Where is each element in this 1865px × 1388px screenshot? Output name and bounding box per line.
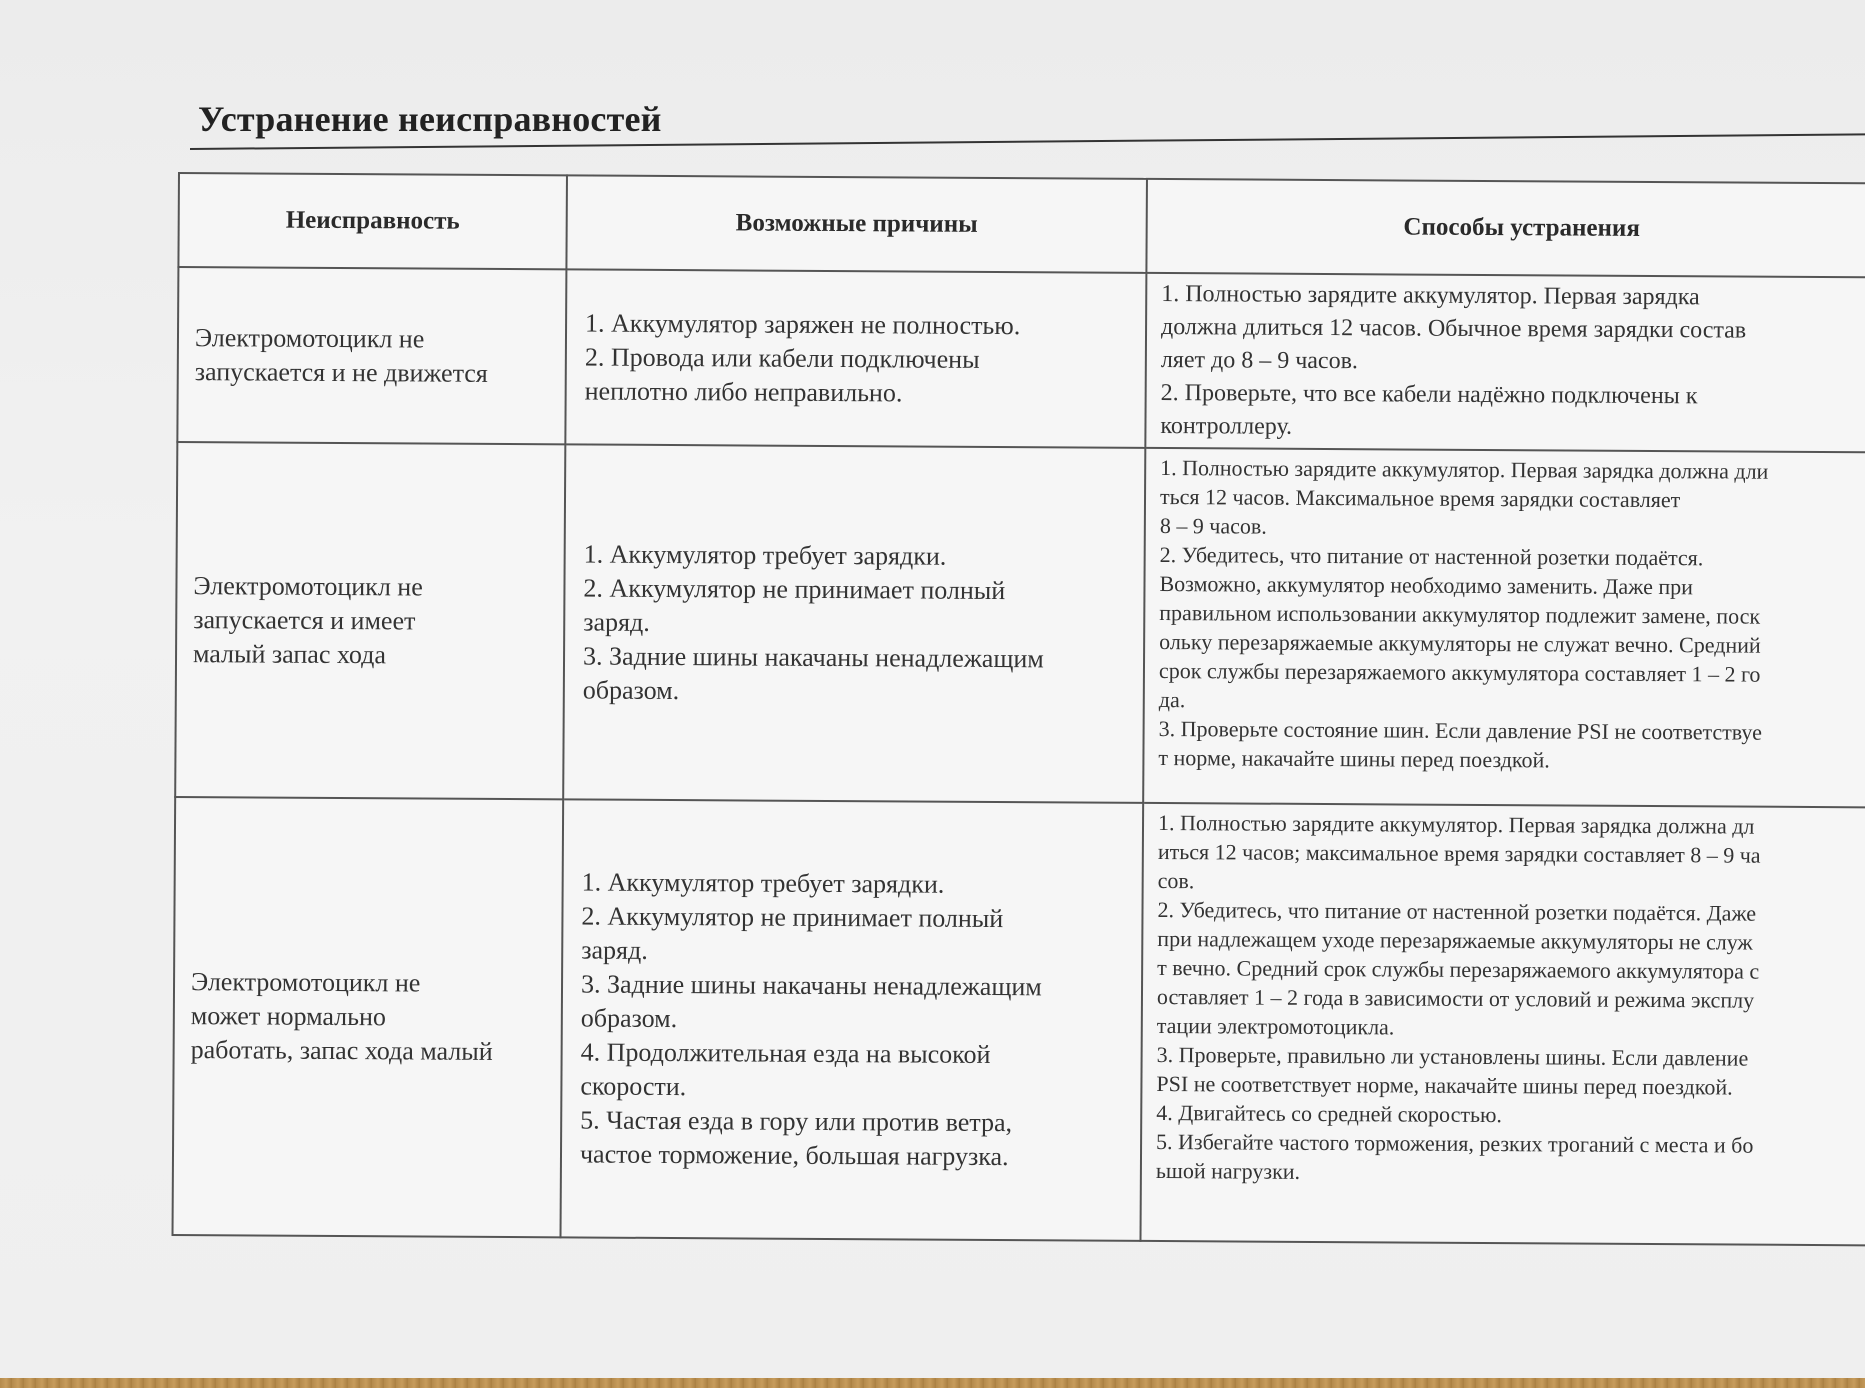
fix-line: т вечно. Средний срок службы перезаряжаемого аккумулятора с <box>1157 954 1760 984</box>
fix-line: 3. Проверьте, правильно ли установлены шины. Если давление <box>1156 1041 1749 1071</box>
fix-cell <box>1140 803 1865 1246</box>
fix-line: 2. Убедитесь, что питание от настенной розетки подаётся. Даже <box>1157 896 1757 926</box>
fault-line: Электромотоцикл не <box>194 322 425 354</box>
fix-line: ольку перезаряжаемые аккумуляторы не служат вечно. Средний <box>1159 629 1761 658</box>
header-causes: Возможные причины <box>566 175 1147 273</box>
fault-cell <box>173 797 564 1237</box>
fix-cell <box>1145 273 1865 453</box>
fix-line: должна длиться 12 часов. Обычное время зарядки состав <box>1160 314 1747 344</box>
fault-line: запускается и не движется <box>194 356 488 388</box>
fix-line: иться 12 часов; максимальное время зарядки составляет 8 – 9 ча <box>1157 838 1761 868</box>
fix-line: контроллеру. <box>1160 413 1293 440</box>
cause-line: 2. Аккумулятор не принимает полный <box>581 901 1004 934</box>
fix-line: 2. Убедитесь, что питание от настенной розетки подаётся. <box>1159 542 1704 571</box>
fix-line: 1. Полностью зарядите аккумулятор. Первая зарядка должна дл <box>1157 809 1755 839</box>
header-fault: Неисправность <box>178 173 567 269</box>
table-header-row <box>178 173 1865 277</box>
table-row <box>175 442 1865 807</box>
fix-cell <box>1143 448 1865 808</box>
fault-cell <box>175 442 565 799</box>
fix-line: 1. Полностью зарядите аккумулятор. Первая зарядка <box>1161 281 1700 311</box>
fix-line: 4. Двигайтесь со средней скоростью. <box>1156 1099 1503 1128</box>
fix-line: да. <box>1158 687 1186 713</box>
fix-line: сов. <box>1157 867 1195 894</box>
fix-line: ться 12 часов. Максимальное время зарядки составляет <box>1159 484 1681 513</box>
cause-line: заряд. <box>583 606 650 637</box>
cause-line: 2. Провода или кабели подключены <box>584 341 980 374</box>
troubleshooting-table-wrap <box>172 172 1865 1230</box>
cause-line: 1. Аккумулятор требует зарядки. <box>583 538 947 571</box>
cause-line: 2. Аккумулятор не принимает полный <box>583 572 1006 605</box>
fix-line: при надлежащем уходе перезаряжаемые аккумуляторы не служ <box>1157 925 1753 955</box>
cause-line: образом. <box>582 674 680 705</box>
fault-line: Электромотоцикл не <box>193 570 423 602</box>
table-row <box>173 797 1865 1245</box>
cause-line: образом. <box>580 1003 678 1034</box>
fix-line: тации электромотоцикла. <box>1156 1012 1395 1040</box>
fix-line: 3. Проверьте состояние шин. Если давление PSI не соответствуе <box>1158 716 1762 745</box>
fix-line: оставляет 1 – 2 года в зависимости от условий и режима эксплу <box>1156 983 1755 1013</box>
fix-line: срок службы перезаряжаемого аккумулятора составляет 1 – 2 го <box>1158 658 1761 687</box>
cause-line: 1. Аккумулятор требует зарядки. <box>581 867 945 899</box>
cause-line: заряд. <box>581 935 648 965</box>
fault-cell <box>177 267 566 444</box>
fault-line: малый запас хода <box>192 638 387 669</box>
cause-line: скорости. <box>580 1071 687 1102</box>
fault-line: может нормально <box>190 1001 387 1032</box>
desk-surface <box>0 1378 1865 1388</box>
cause-line: неплотно либо неправильно. <box>584 375 903 407</box>
table-row <box>177 267 1865 452</box>
causes-cell <box>560 799 1143 1241</box>
fix-line: 1. Полностью зарядите аккумулятор. Первая зарядка должна дли <box>1160 455 1769 484</box>
fault-line: Электромотоцикл не <box>190 967 421 998</box>
cause-line: 3. Задние шины накачаны ненадлежащим <box>580 969 1042 1002</box>
cause-line: 4. Продолжительная езда на высокой <box>580 1037 991 1069</box>
cause-line: 3. Задние шины накачаны ненадлежащим <box>582 640 1044 673</box>
troubleshooting-table <box>172 172 1865 1246</box>
cause-line: 5. Частая езда в гору или против ветра, <box>580 1105 1013 1138</box>
fix-line: правильном использовании аккумулятор подлежит замене, поск <box>1159 600 1761 629</box>
causes-cell <box>563 444 1145 803</box>
fix-line: т норме, накачайте шины перед поездкой. <box>1158 745 1550 773</box>
causes-cell <box>565 269 1146 448</box>
cause-line: 1. Аккумулятор заряжен не полностью. <box>584 307 1021 340</box>
page-title: Устранение неисправностей <box>198 99 662 139</box>
fix-line: Возможно, аккумулятор необходимо заменить. Даже при <box>1159 571 1694 600</box>
fix-line: ляет до 8 – 9 часов. <box>1160 347 1359 375</box>
fix-line: 5. Избегайте частого торможения, резких троганий с места и бо <box>1156 1128 1754 1158</box>
fault-line: работать, запас хода малый <box>190 1035 493 1066</box>
fix-line: ьшой нагрузки. <box>1155 1157 1301 1184</box>
fix-line: 2. Проверьте, что все кабели надёжно подключены к <box>1160 380 1698 410</box>
header-fixes: Способы устранения <box>1146 179 1865 278</box>
fix-line: PSI не соответствует норме, накачайте шины перед поездкой. <box>1156 1070 1733 1100</box>
fault-line: запускается и имеет <box>193 604 416 635</box>
fix-line: 8 – 9 часов. <box>1159 513 1267 539</box>
cause-line: частое торможение, большая нагрузка. <box>579 1139 1009 1172</box>
